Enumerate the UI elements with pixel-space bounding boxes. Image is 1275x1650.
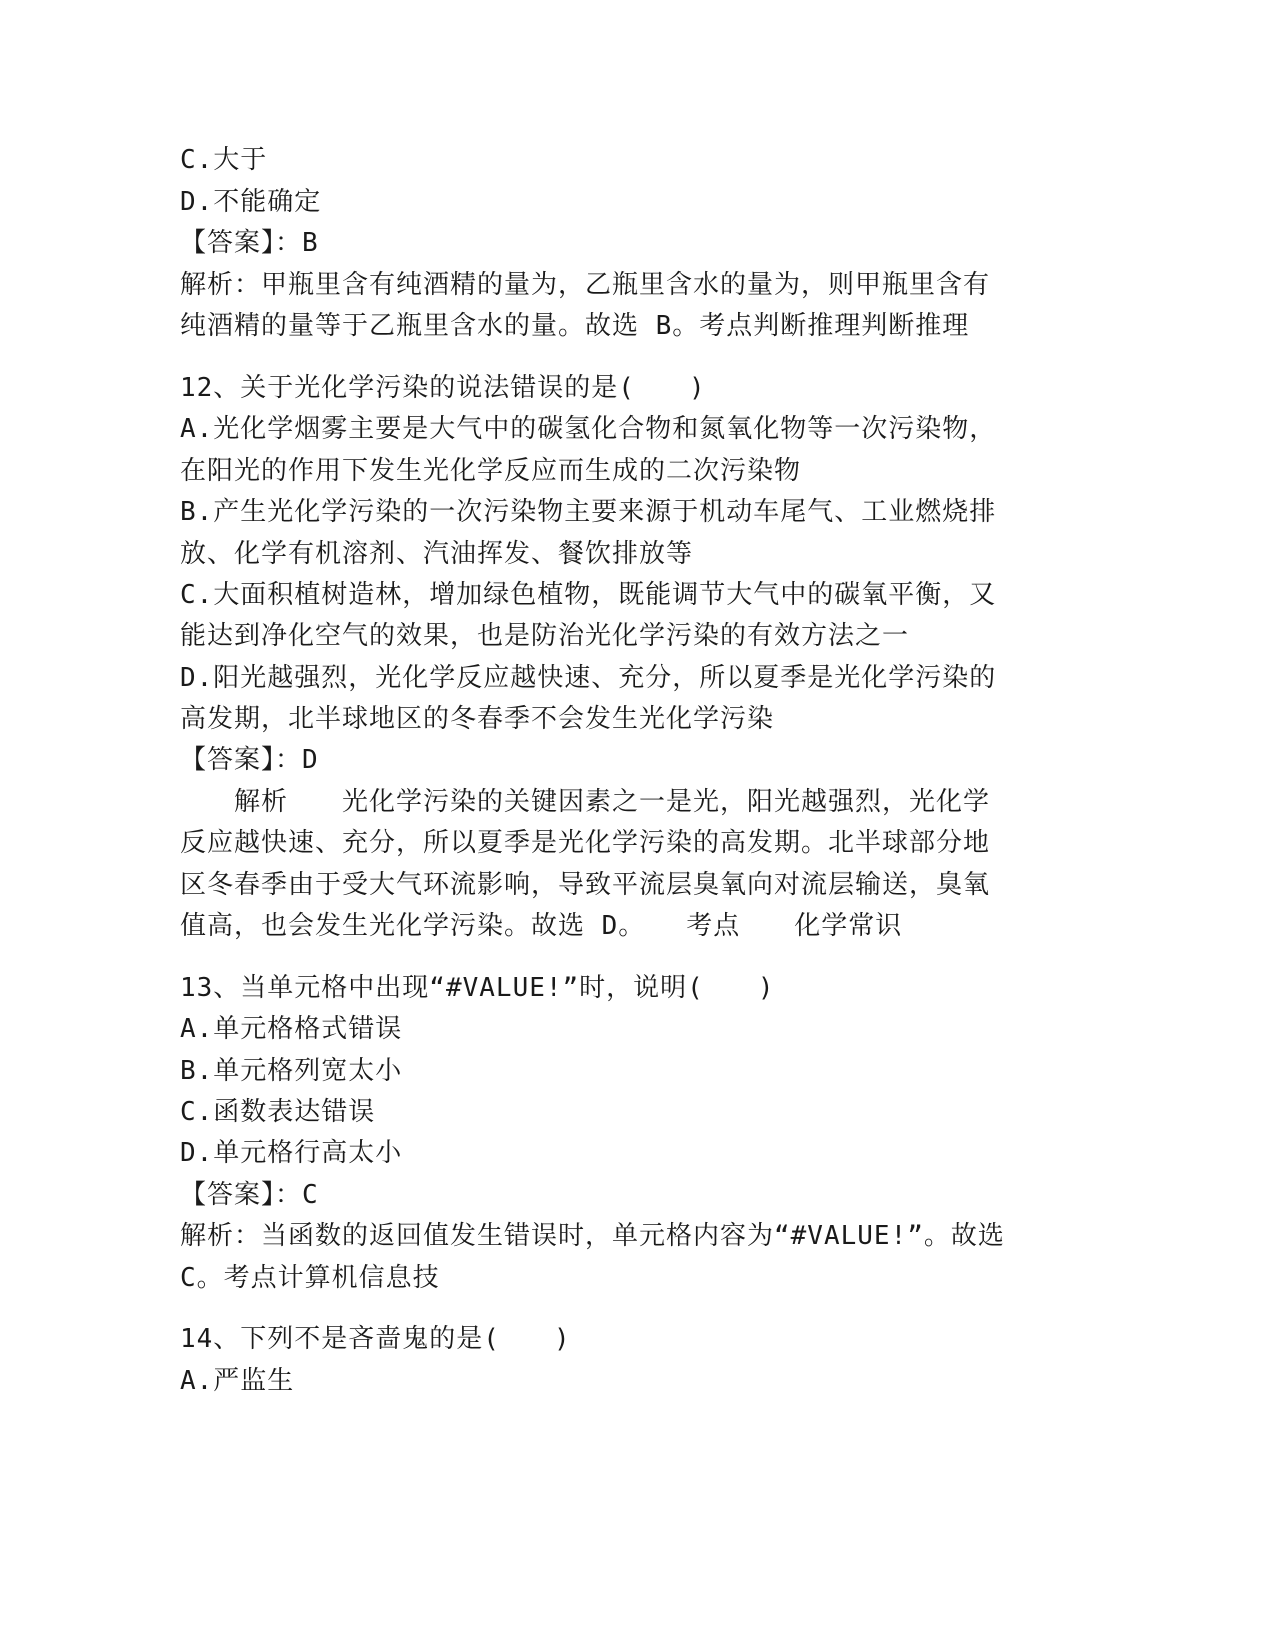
q12-analysis-line-1: 解析 光化学污染的关键因素之一是光，阳光越强烈，光化学 xyxy=(180,787,991,817)
q12-option-a-line-2: 在阳光的作用下发生光化学反应而生成的二次污染物 xyxy=(180,456,802,486)
q12-option-b-line-1: B.产生光化学污染的一次污染物主要来源于机动车尾气、工业燃烧排 xyxy=(180,497,997,527)
q12-option-c-line-1: C.大面积植树造林，增加绿色植物，既能调节大气中的碳氧平衡，又 xyxy=(180,580,997,610)
q14-question: 14、下列不是吝啬鬼的是( ) xyxy=(180,1324,571,1354)
q13-option-b: B.单元格列宽太小 xyxy=(180,1056,403,1086)
q13-answer: 【答案】：C xyxy=(180,1180,319,1210)
q13-analysis-line-2: C。考点计算机信息技 xyxy=(180,1263,440,1293)
q13-option-c: C.函数表达错误 xyxy=(180,1097,376,1127)
q12-analysis-line-3: 区冬春季由于受大气环流影响，导致平流层臭氧向对流层输送，臭氧 xyxy=(180,870,991,900)
q12-option-a-line-1: A.光化学烟雾主要是大气中的碳氢化合物和氮氧化物等一次污染物， xyxy=(180,414,997,444)
q12-option-b-line-2: 放、化学有机溶剂、汽油挥发、餐饮排放等 xyxy=(180,539,694,569)
q14-option-a: A.严监生 xyxy=(180,1366,295,1396)
q12-question: 12、关于光化学污染的说法错误的是( ) xyxy=(180,373,706,403)
q11-option-c: C.大于 xyxy=(180,145,268,175)
q12-option-d-line-2: 高发期，北半球地区的冬春季不会发生光化学污染 xyxy=(180,704,775,734)
q11-analysis-line-2: 纯酒精的量等于乙瓶里含水的量。故选 B。考点判断推理判断推理 xyxy=(180,311,970,341)
q13-analysis-line-1: 解析：当函数的返回值发生错误时，单元格内容为“#VALUE!”。故选 xyxy=(180,1221,1005,1251)
q12-option-d-line-1: D.阳光越强烈，光化学反应越快速、充分，所以夏季是光化学污染的 xyxy=(180,663,997,693)
q12-option-c-line-2: 能达到净化空气的效果，也是防治光化学污染的有效方法之一 xyxy=(180,621,910,651)
q11-option-d: D.不能确定 xyxy=(180,187,322,217)
q12-analysis-line-2: 反应越快速、充分，所以夏季是光化学污染的高发期。北半球部分地 xyxy=(180,828,991,858)
q11-analysis-line-1: 解析：甲瓶里含有纯酒精的量为，乙瓶里含水的量为，则甲瓶里含有 xyxy=(180,270,991,300)
q11-answer: 【答案】：B xyxy=(180,228,319,258)
q13-question: 13、当单元格中出现“#VALUE!”时，说明( ) xyxy=(180,973,775,1003)
q12-analysis-line-4: 值高，也会发生光化学污染。故选 D。 考点 化学常识 xyxy=(180,911,903,941)
q13-option-a: A.单元格格式错误 xyxy=(180,1014,403,1044)
q12-answer: 【答案】：D xyxy=(180,745,319,775)
q13-option-d: D.单元格行高太小 xyxy=(180,1138,403,1168)
